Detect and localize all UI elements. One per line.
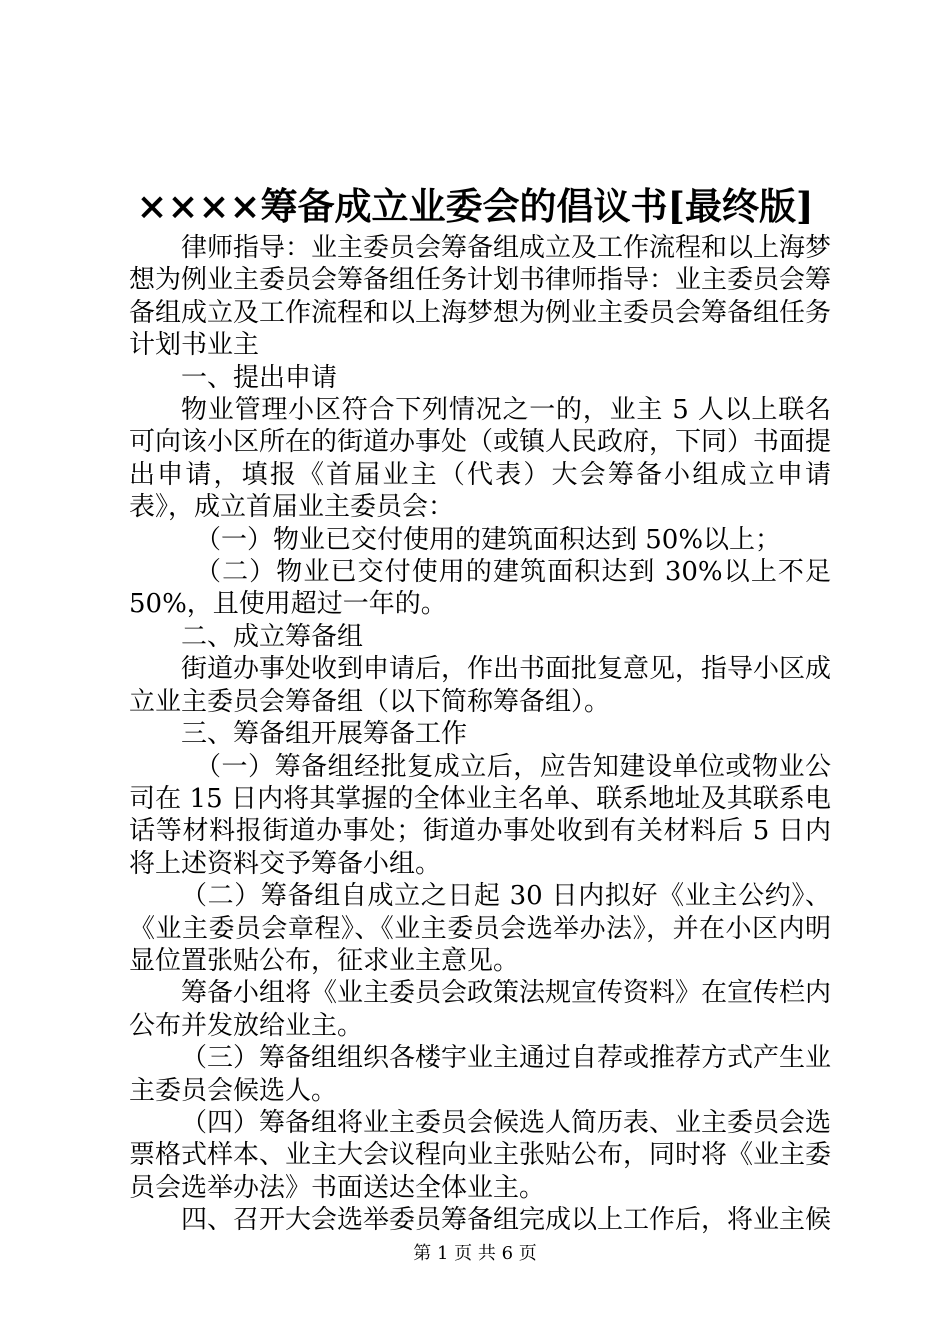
paragraph-work-item-3: （三）筹备组组织各楼宇业主通过自荐或推荐方式产生业主委员会候选人。 [129, 1043, 832, 1106]
paragraph-work-item-4: （四）筹备组将业主委员会候选人简历表、业主委员会选票格式样本、业主大会议程向业主张贴公布，同时将《业主委员会选举办法》书面送达全体业主。 [129, 1107, 832, 1203]
heading-establish-committee: 二、成立筹备组 [181, 621, 364, 652]
heading-preparatory-work: 三、筹备组开展筹备工作 [181, 719, 468, 750]
paragraph-condition-2: （二）物业已交付使用的建筑面积达到 30%以上不足 50%，且使用超过一年的。 [129, 557, 831, 620]
page-footer: 第 1 页 共 6 页 [413, 1243, 537, 1264]
paragraph-work-item-2: （二）筹备组自成立之日起 30 日内拟好《业主公约》、《业主委员会章程》、《业主委员会选举办法》，并在小区内明显位置张贴公布，征求业主意见。 [129, 881, 831, 976]
paragraph-condition-1: （一）物业已交付使用的建筑面积达到 50%以上； [195, 524, 782, 555]
paragraph-establish-committee: 街道办事处收到申请后，作出书面批复意见，指导小区成立业主委员会筹备组（以下简称筹备组）。 [129, 654, 832, 717]
paragraph-application-conditions: 物业管理小区符合下列情况之一的，业主 5 人以上联名可向该小区所在的街道办事处（或镇人民政府，下同）书面提出申请，填报《首届业主（代表）大会筹备小组成立申请表》，成立首届业主委员会： [129, 395, 832, 523]
paragraph-intro: 律师指导：业主委员会筹备组成立及工作流程和以上海梦想为例业主委员会筹备组任务计划书律师指导：业主委员会筹备组成立及工作流程和以上海梦想为例业主委员会筹备组任务计划书业主 [129, 233, 832, 361]
document-title: ××××筹备成立业委会的倡议书[最终版] [136, 184, 814, 228]
paragraph-work-item-1: （一）筹备组经批复成立后，应告知建设单位或物业公司在 15 日内将其掌握的全体业主名单、联系地址及其联系电话等材料报街道办事处；街道办事处收到有关材料后 5 日内将上述资料交予筹备小组。 [129, 751, 831, 879]
paragraph-publicity-materials: 筹备小组将《业主委员会政策法规宣传资料》在宣传栏内公布并发放给业主。 [129, 978, 832, 1041]
heading-submit-application: 一、提出申请 [181, 362, 338, 393]
paragraph-general-meeting: 四、召开大会选举委员筹备组完成以上工作后，将业主候 [181, 1205, 832, 1236]
document-body [129, 232, 831, 1237]
